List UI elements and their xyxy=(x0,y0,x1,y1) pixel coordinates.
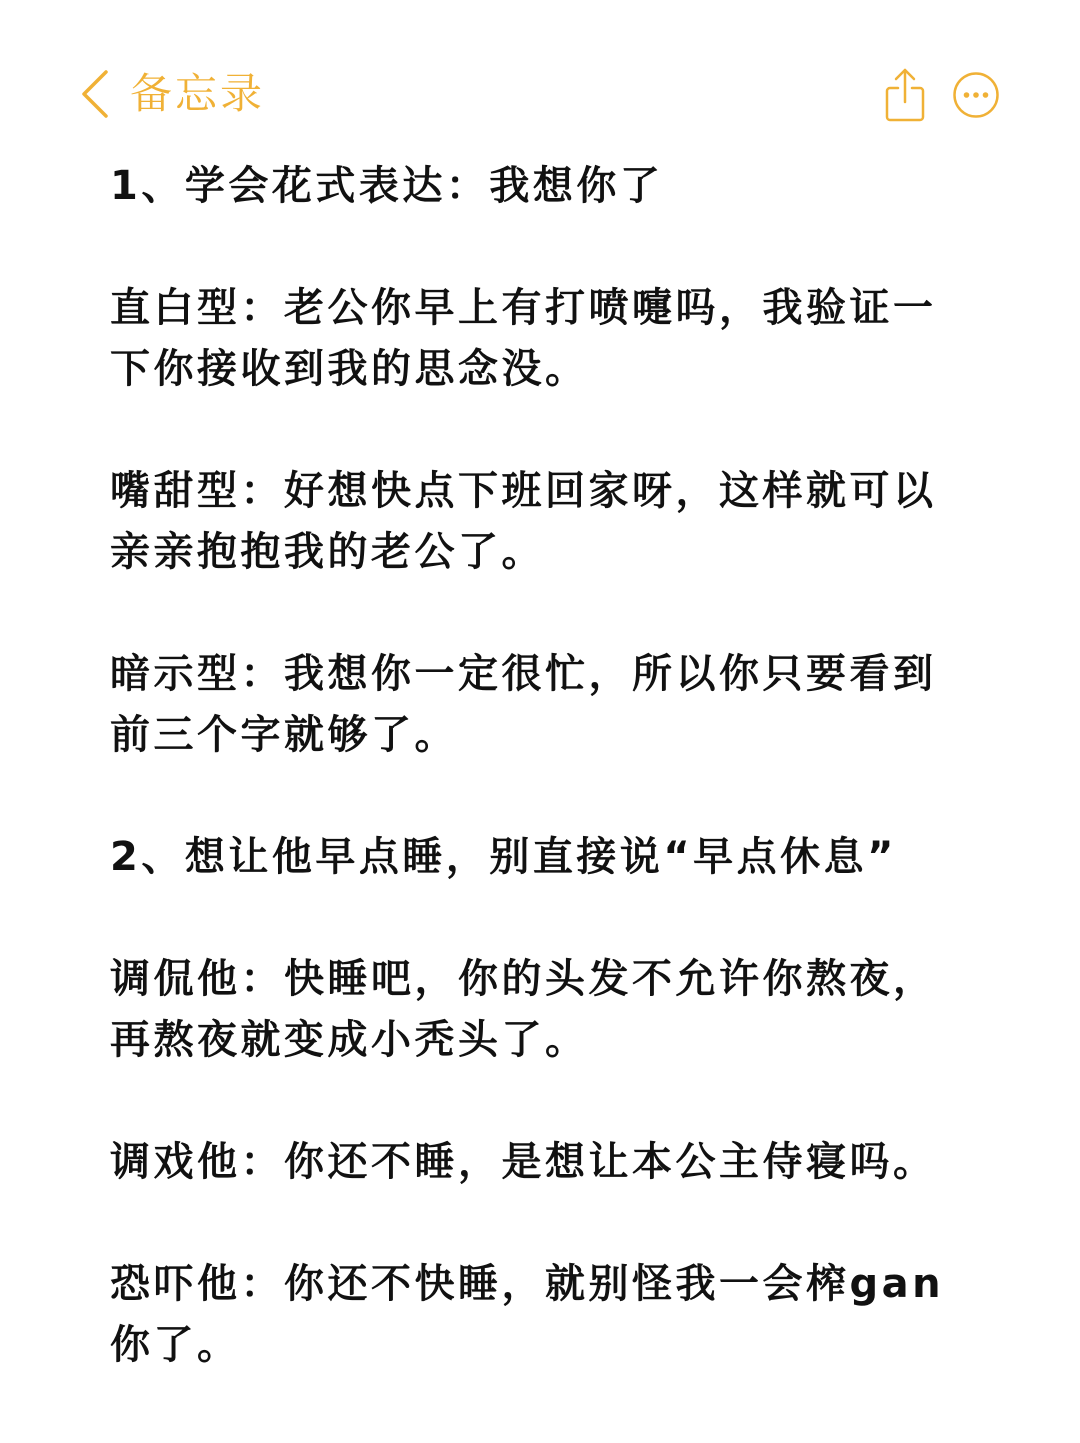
chevron-left-icon xyxy=(78,66,112,122)
note-paragraph-sweet: 嘴甜型：好想快点下班回家呀，这样就可以 亲亲抱抱我的老公了。 xyxy=(110,468,937,575)
note-paragraph-hint: 暗示型：我想你一定很忙，所以你只要看到 前三个字就够了。 xyxy=(110,651,937,758)
note-body[interactable] xyxy=(110,156,990,1376)
note-paragraph-threat: 恐吓他：你还不快睡，就别怪我一会榨gan 你了。 xyxy=(110,1261,945,1368)
back-button[interactable] xyxy=(78,64,265,124)
navigation-bar xyxy=(0,0,1080,150)
note-heading-2: 2、想让他早点睡，别直接说“早点休息” xyxy=(110,834,897,880)
note-paragraph-tease: 调侃他：快睡吧，你的头发不允许你熬夜， 再熬夜就变成小秃头了。 xyxy=(110,956,937,1063)
note-paragraph-direct: 直白型：老公你早上有打喷嚏吗，我验证一 下你接收到我的思念没。 xyxy=(110,285,937,392)
note-paragraph-flirt: 调戏他：你还不睡，是想让本公主侍寝吗。 xyxy=(110,1139,937,1185)
share-icon xyxy=(884,66,926,124)
more-button[interactable] xyxy=(952,71,1000,119)
back-label: 备忘录 xyxy=(130,69,266,118)
share-button[interactable] xyxy=(884,66,926,124)
more-icon xyxy=(952,71,1000,119)
note-heading-1: 1、学会花式表达：我想你了 xyxy=(110,163,664,209)
